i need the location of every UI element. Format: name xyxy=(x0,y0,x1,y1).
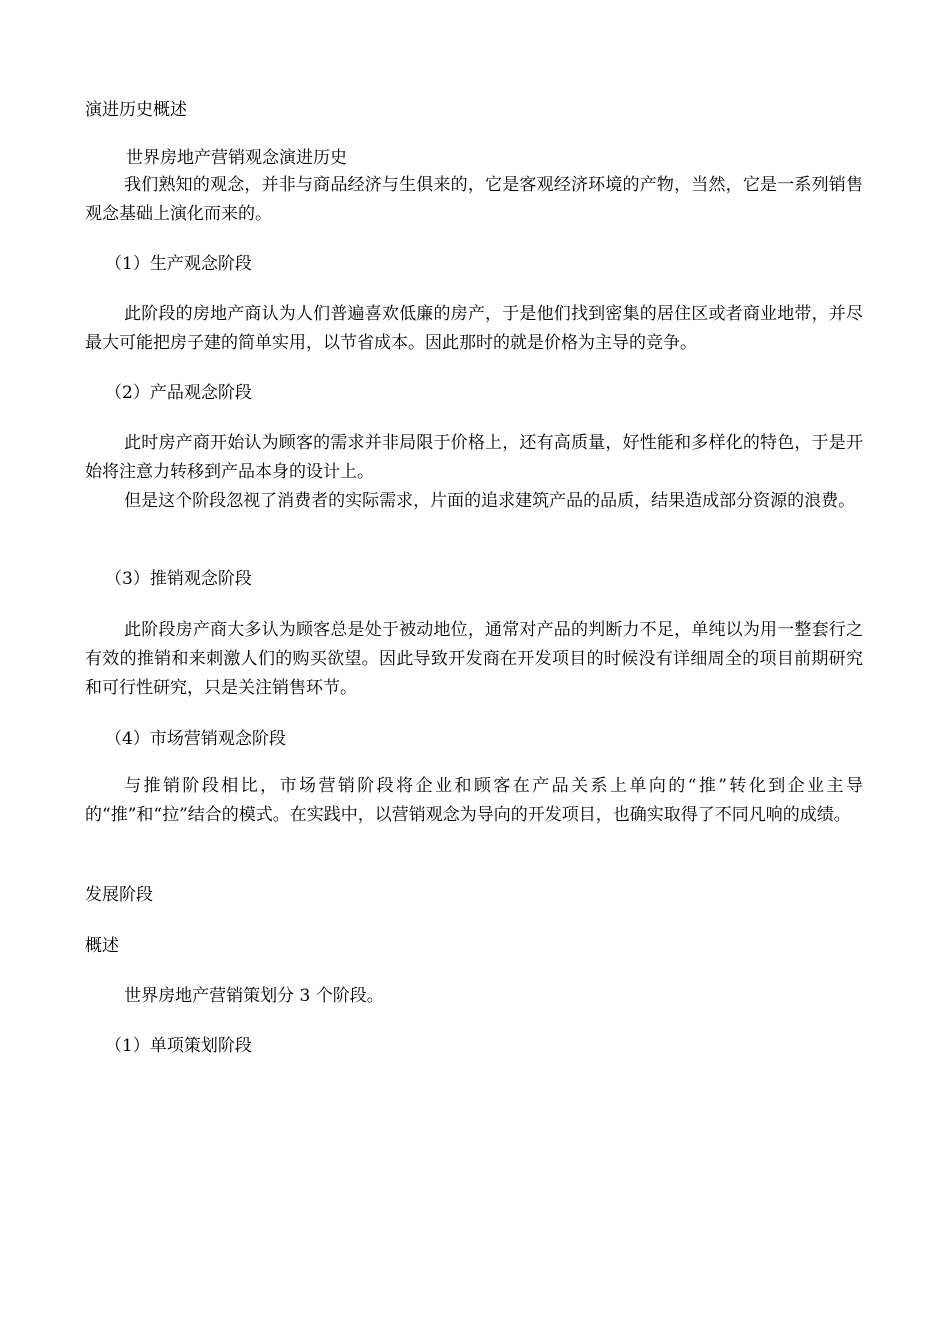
paragraph-product-1: 此时房产商开始认为顾客的需求并非局限于价格上，还有高质量，好性能和多样化的特色，于是开始将注意力转移到产品本身的设计上。 xyxy=(85,433,863,482)
phase-heading-single-planning: （1）单项策划阶段 xyxy=(105,1036,252,1056)
stage-heading-production: （1）生产观念阶段 xyxy=(105,254,252,274)
paragraph-selling: 此阶段房产商大多认为顾客总是处于被动地位，通常对产品的判断力不足，单纯以为用一整套行之有效的推销和来刺激人们的购买欲望。因此导致开发商在开发项目的时候没有详细周全的项目前期研究和可行性研究，只是关注销售环节。 xyxy=(85,620,863,698)
section-heading-development: 发展阶段 xyxy=(85,885,153,905)
stage-heading-selling: （3）推销观念阶段 xyxy=(105,569,252,589)
paragraph-marketing: 与推销阶段相比，市场营销阶段将企业和顾客在产品关系上单向的“推”转化到企业主导的“推”和“拉”结合的模式。在实践中，以营销观念为导向的开发项目，也确实取得了不同凡响的成绩。 xyxy=(85,776,863,825)
paragraph-overview: 世界房地产营销策划分 3 个阶段。 xyxy=(124,986,384,1006)
section-title-evolution: 世界房地产营销观念演进历史 xyxy=(126,148,347,168)
section-subheading-overview: 概述 xyxy=(85,936,119,956)
paragraph-production: 此阶段的房地产商认为人们普遍喜欢低廉的房产，于是他们找到密集的居住区或者商业地带，并尽最大可能把房子建的简单实用，以节省成本。因此那时的就是价格为主导的竞争。 xyxy=(85,304,863,353)
section-heading-history: 演进历史概述 xyxy=(85,100,187,120)
stage-heading-marketing: （4）市场营销观念阶段 xyxy=(105,729,286,749)
paragraph-intro: 我们熟知的观念，并非与商品经济与生俱来的，它是客观经济环境的产物，当然，它是一系列销售观念基础上演化而来的。 xyxy=(85,175,863,224)
paragraph-product-2: 但是这个阶段忽视了消费者的实际需求，片面的追求建筑产品的品质，结果造成部分资源的浪费。 xyxy=(124,491,856,511)
stage-heading-product: （2）产品观念阶段 xyxy=(105,383,252,403)
